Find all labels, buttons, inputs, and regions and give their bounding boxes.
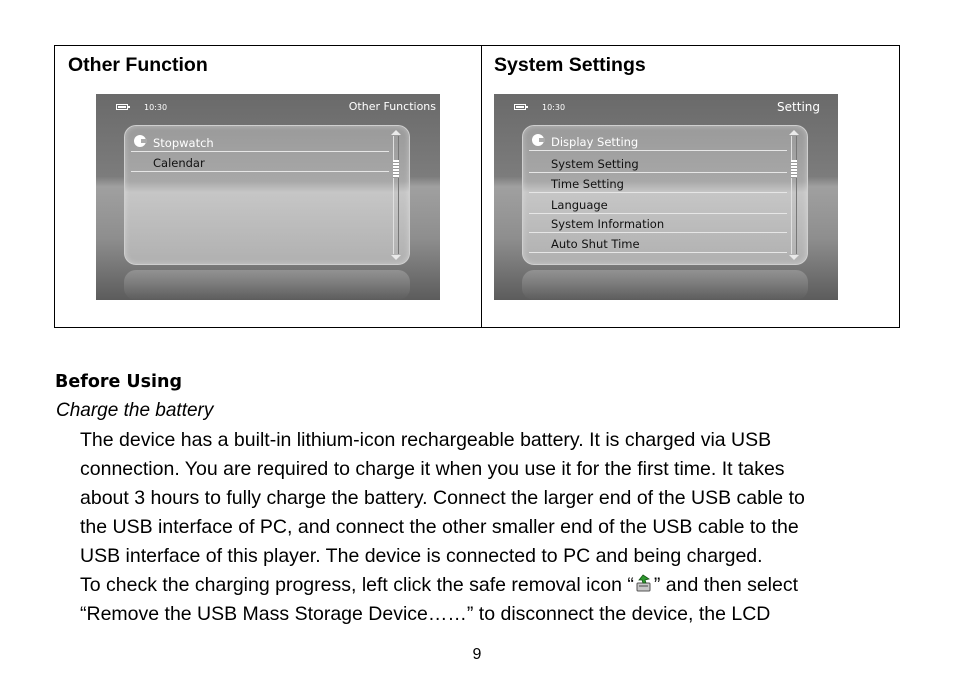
line-text-before-icon: To check the charging progress, left click the safe removal icon “: [80, 574, 634, 596]
function-table: [54, 45, 900, 328]
screen-title: Setting: [777, 100, 820, 114]
menu-item-language[interactable]: Language: [529, 194, 787, 214]
setting-screen: [494, 94, 838, 300]
panel-reflection: [124, 270, 410, 300]
clock: 10:30: [144, 103, 168, 112]
paragraph-line: The device has a built-in lithium-icon rechargeable battery. It is charged via USB: [80, 429, 772, 451]
scroll-down-arrow-icon: [391, 255, 401, 260]
usb-safe-removal-icon: [634, 574, 654, 594]
scrollbar[interactable]: [791, 136, 797, 254]
menu-item-auto-shut-time[interactable]: Auto Shut Time: [529, 233, 787, 253]
paragraph-line: connection. You are required to charge it when you use it for the first time. It takes: [80, 458, 785, 480]
scroll-up-arrow-icon: [789, 130, 799, 135]
section-subheading: Charge the battery: [56, 400, 214, 421]
battery-icon: [514, 104, 526, 110]
panel-reflection: [522, 270, 808, 300]
section-heading: Before Using: [55, 372, 183, 392]
system-settings-cell: [482, 46, 899, 327]
system-settings-title: System Settings: [494, 54, 646, 76]
menu-panel: [124, 125, 410, 265]
menu-selector-icon: [532, 134, 544, 146]
menu-item-system-information[interactable]: System Information: [529, 213, 787, 233]
line-text-after-icon: ” and then select: [653, 574, 799, 596]
scrollbar[interactable]: [393, 136, 399, 254]
menu-item-calendar[interactable]: Calendar: [131, 152, 389, 172]
status-bar: [96, 94, 440, 120]
paragraph-line: “Remove the USB Mass Storage Device……” to disconnect the device, the LCD: [80, 603, 771, 625]
menu-panel: [522, 125, 808, 265]
menu-item-system-setting[interactable]: System Setting: [529, 153, 787, 173]
paragraph-line: USB interface of this player. The device is connected to PC and being charged.: [80, 545, 763, 567]
page-number: 9: [472, 646, 482, 663]
menu-item-time-setting[interactable]: Time Setting: [529, 173, 787, 193]
battery-icon: [116, 104, 128, 110]
other-function-cell: [55, 46, 482, 327]
menu-item-display-setting[interactable]: Display Setting: [529, 131, 787, 151]
paragraph-line: [80, 571, 798, 600]
other-functions-screen: [96, 94, 440, 300]
screen-title: Other Functions: [348, 100, 436, 113]
paragraph-line: the USB interface of PC, and connect the other smaller end of the USB cable to the: [80, 516, 799, 538]
other-function-title: Other Function: [68, 54, 208, 76]
scroll-up-arrow-icon: [391, 130, 401, 135]
status-bar: [494, 94, 838, 120]
menu-item-stopwatch[interactable]: Stopwatch: [131, 132, 389, 152]
scroll-thumb[interactable]: [791, 160, 797, 178]
scroll-thumb[interactable]: [393, 160, 399, 178]
clock: 10:30: [542, 103, 566, 112]
scroll-down-arrow-icon: [789, 255, 799, 260]
menu-selector-icon: [134, 135, 146, 147]
paragraph-line: about 3 hours to fully charge the battery. Connect the larger end of the USB cable to: [80, 487, 805, 509]
